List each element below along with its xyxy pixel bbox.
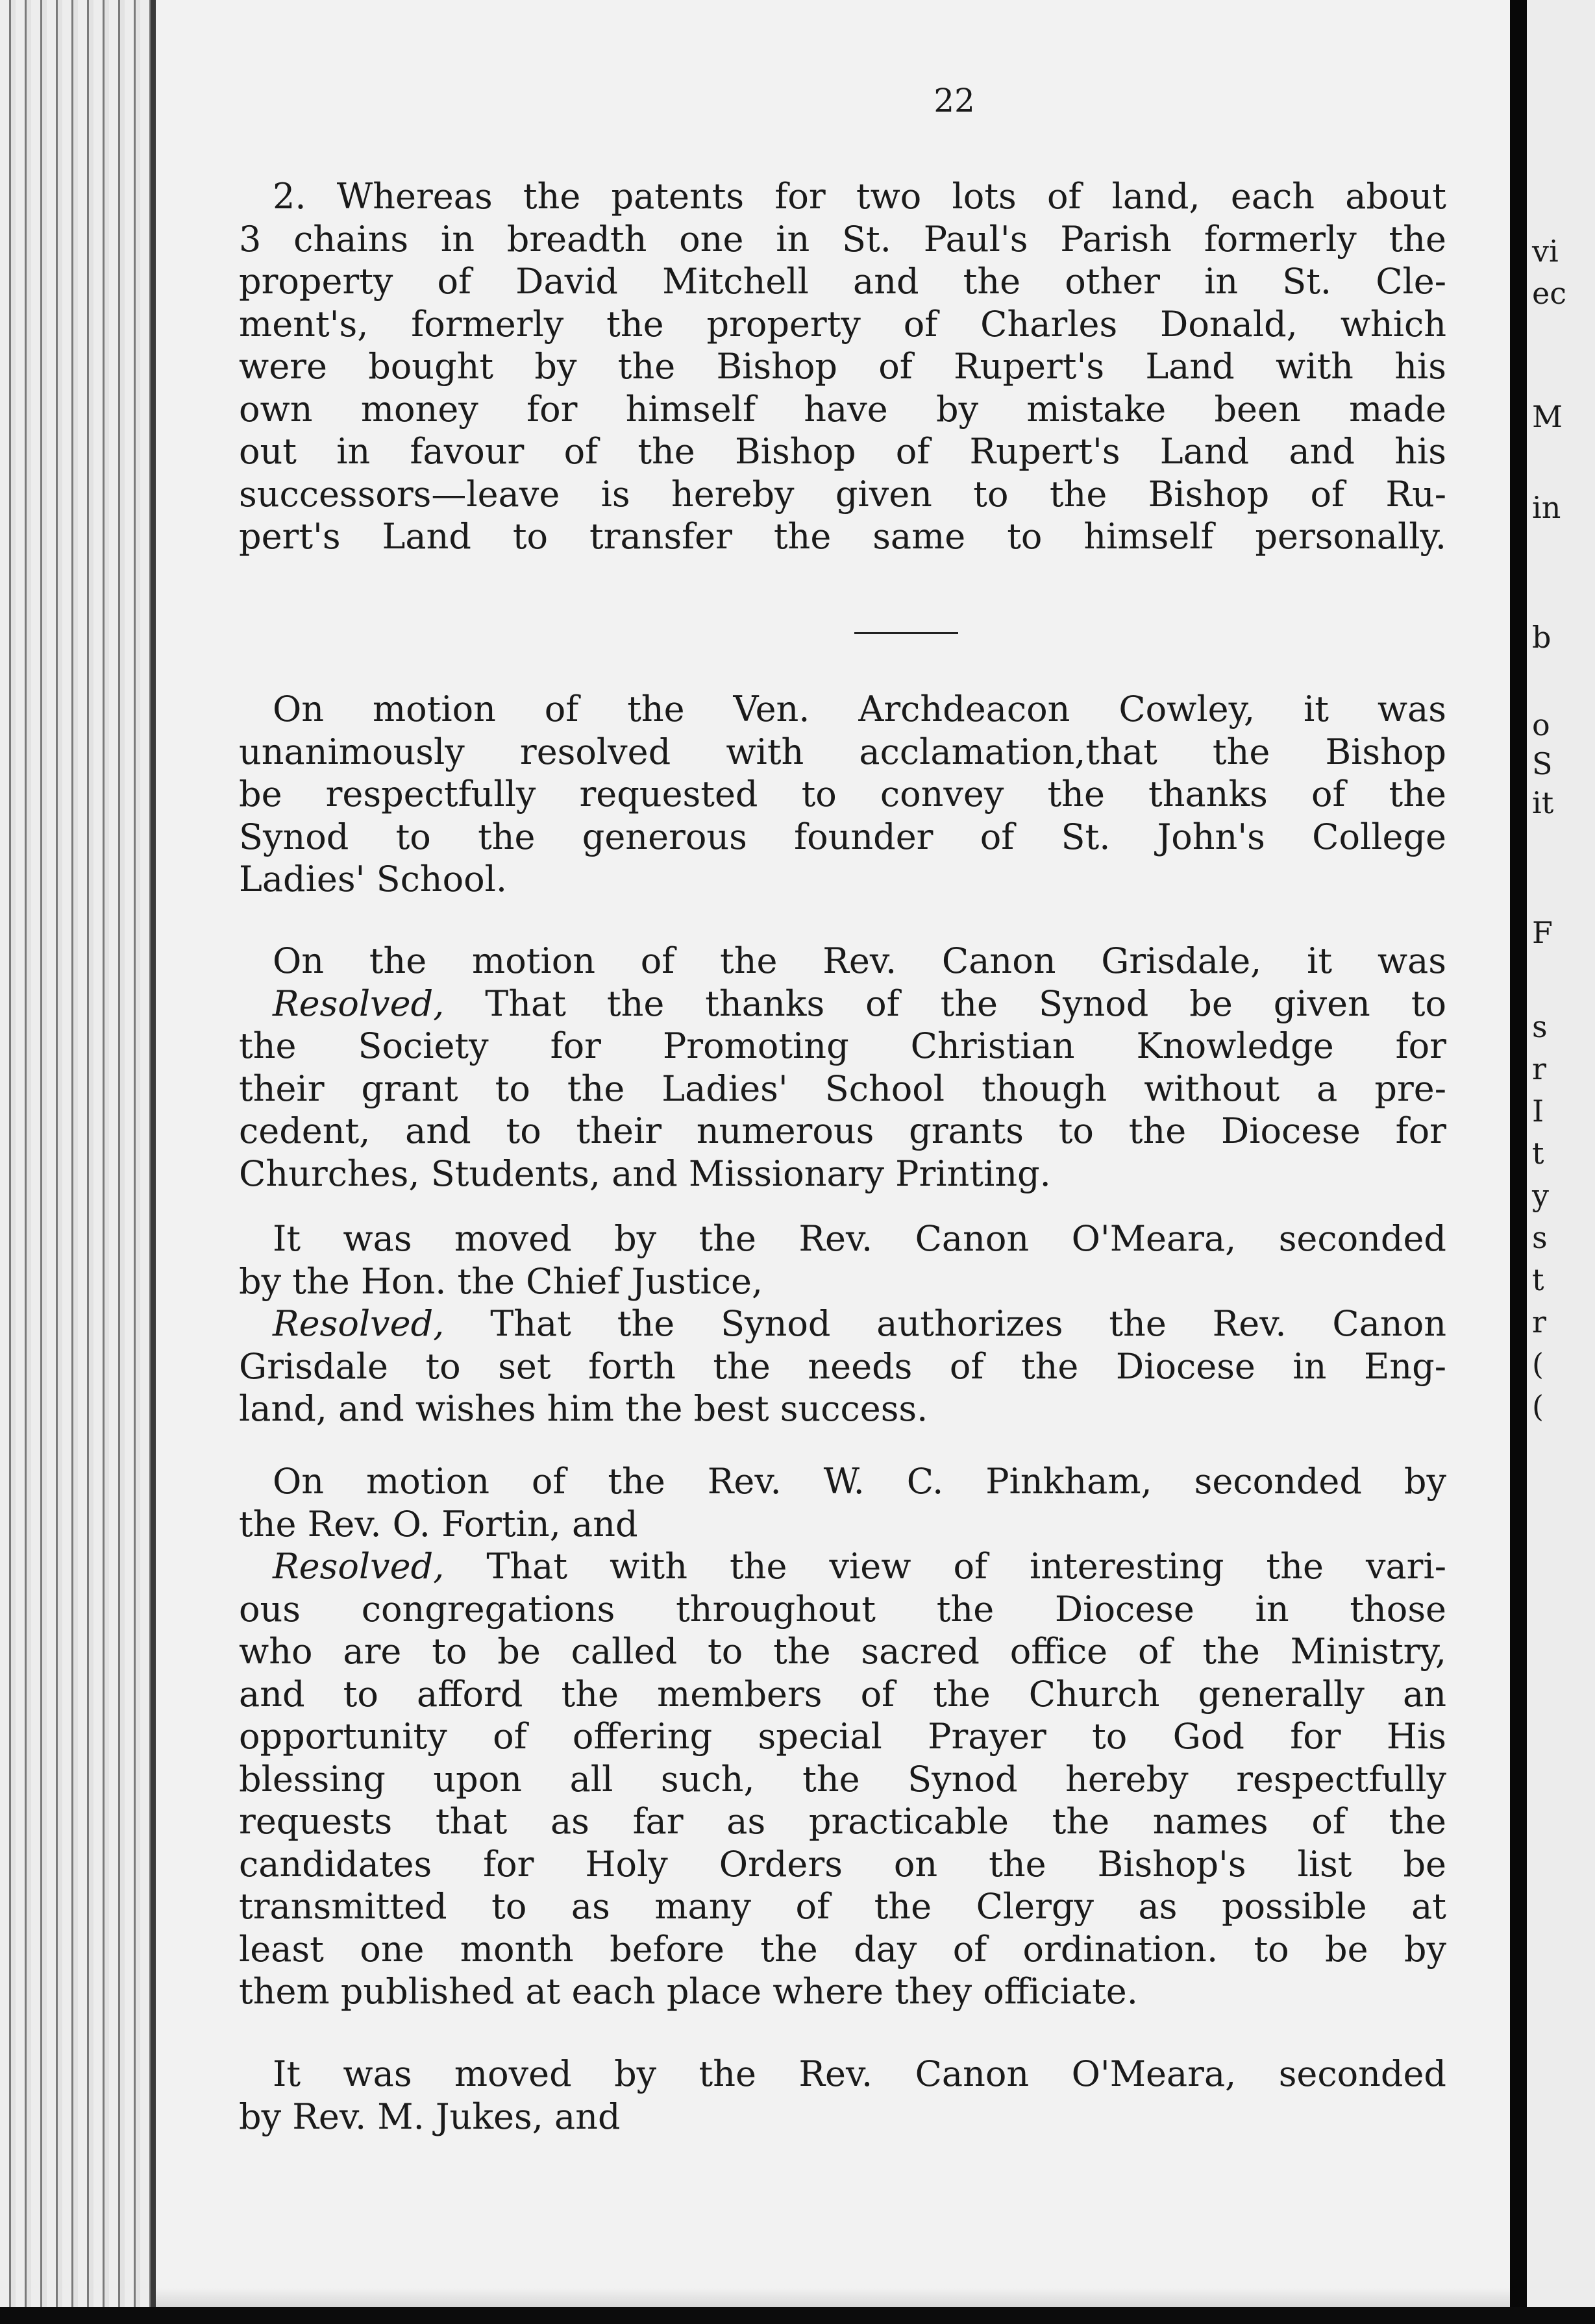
paragraph-pinkham-motion xyxy=(239,1460,1446,2013)
text-line: ous congregations throughout the Diocese in those xyxy=(239,1588,1446,1630)
resolved-line xyxy=(239,983,1446,1025)
resolved-line xyxy=(239,1545,1446,1588)
facing-page-fragment: y xyxy=(1532,1178,1549,1213)
text-line: pert's Land to transfer the same to himself personally. xyxy=(239,516,1446,557)
paragraph-cowley-motion xyxy=(239,688,1446,901)
text-line: were bought by the Bishop of Rupert's Land with his xyxy=(239,346,1446,387)
text-line: 3 chains in breadth one in St. Paul's Parish formerly the xyxy=(239,218,1446,260)
facing-page-fragment: S xyxy=(1532,746,1553,781)
text-line: land, and wishes him the best success. xyxy=(239,1388,928,1429)
facing-page-fragment: r xyxy=(1532,1304,1546,1339)
facing-page-fragment: r xyxy=(1532,1051,1546,1086)
facing-page-edge xyxy=(1527,0,1595,2324)
text-line: the Rev. O. Fortin, and xyxy=(239,1503,638,1545)
facing-page-fragment: vi xyxy=(1532,234,1559,269)
text-line: On the motion of the Rev. Canon Grisdale, it was xyxy=(273,940,1446,981)
page-number: 22 xyxy=(934,82,975,119)
facing-page-fragment: ec xyxy=(1532,276,1566,311)
resolved-label: Resolved, xyxy=(273,1303,445,1344)
text-line: It was moved by the Rev. Canon O'Meara, seconded xyxy=(273,2053,1446,2094)
text-line: blessing upon all such, the Synod hereby respectfully xyxy=(239,1758,1446,1800)
section-divider xyxy=(854,632,958,634)
text-line: property of David Mitchell and the other in St. Cle- xyxy=(239,261,1446,302)
facing-page-fragment: F xyxy=(1532,915,1553,950)
facing-page-fragment: s xyxy=(1532,1220,1548,1255)
text-line: out in favour of the Bishop of Rupert's Land and his xyxy=(239,431,1446,472)
text-fragment: That with the view of interesting the vari- xyxy=(486,1546,1446,1587)
text-line: Synod to the generous founder of St. John's College xyxy=(239,816,1446,857)
text-line: Grisdale to set forth the needs of the Diocese in Eng- xyxy=(239,1345,1446,1387)
resolved-line xyxy=(239,1303,1446,1345)
text-line: Churches, Students, and Missionary Printing. xyxy=(239,1153,1051,1194)
facing-page-fragment: it xyxy=(1532,785,1554,820)
facing-page-fragment: t xyxy=(1532,1262,1544,1297)
text-line: requests that as far as practicable the names of the xyxy=(239,1801,1446,1842)
facing-page-fragment: M xyxy=(1532,399,1563,434)
text-line: successors—leave is hereby given to the Bishop of Ru- xyxy=(239,473,1446,515)
paragraph-jukes-motion xyxy=(239,2053,1446,2138)
facing-page-fragment: s xyxy=(1532,1009,1548,1044)
text-line: and to afford the members of the Church generally an xyxy=(239,1673,1446,1715)
text-line: them published at each place where they officiate. xyxy=(239,1971,1138,2012)
text-line: the Society for Promoting Christian Knowledge for xyxy=(239,1025,1446,1066)
text-line: It was moved by the Rev. Canon O'Meara, seconded xyxy=(273,1218,1446,1259)
text-line: least one month before the day of ordination. to be by xyxy=(239,1928,1446,1970)
scan-bottom-edge xyxy=(0,2307,1595,2324)
text-line: who are to be called to the sacred office of the Ministry, xyxy=(239,1631,1446,1672)
text-line: transmitted to as many of the Clergy as possible at xyxy=(239,1886,1446,1927)
text-line: Ladies' School. xyxy=(239,859,508,899)
text-line: candidates for Holy Orders on the Bishop's list be xyxy=(239,1843,1446,1885)
text-line: unanimously resolved with acclamation,that the Bishop xyxy=(239,731,1446,772)
text-line: cedent, and to their numerous grants to the Diocese for xyxy=(239,1110,1446,1151)
text-line: be respectfully requested to convey the thanks of the xyxy=(239,774,1446,814)
text-fragment: That the Synod authorizes the Rev. Canon xyxy=(490,1303,1446,1344)
facing-page-fragment: t xyxy=(1532,1136,1544,1171)
paragraph-patents xyxy=(239,175,1446,558)
text-line: On motion of the Rev. W. C. Pinkham, seconded by xyxy=(273,1461,1446,1502)
text-line: opportunity of offering special Prayer to God for His xyxy=(239,1716,1446,1757)
text-line: by the Hon. the Chief Justice, xyxy=(239,1260,763,1302)
text-line: ment's, formerly the property of Charles Donald, which xyxy=(239,303,1446,345)
book-gutter xyxy=(1510,0,1527,2324)
paragraph-omeara-motion xyxy=(239,1217,1446,1430)
facing-page-fragment: b xyxy=(1532,620,1552,655)
text-fragment: That the thanks of the Synod be given to xyxy=(485,983,1446,1024)
text-line: their grant to the Ladies' School though without a pre- xyxy=(239,1068,1446,1109)
text-line: 2. Whereas the patents for two lots of land, each about xyxy=(273,176,1446,217)
facing-page-fragment: ( xyxy=(1532,1389,1544,1424)
text-line: On motion of the Ven. Archdeacon Cowley, it was xyxy=(273,689,1446,729)
paragraph-grisdale-motion xyxy=(239,940,1446,1195)
facing-page-fragment: o xyxy=(1532,707,1550,742)
resolved-label: Resolved, xyxy=(273,983,445,1024)
text-line: own money for himself have by mistake been made xyxy=(239,388,1446,430)
book-page-edges xyxy=(0,0,156,2324)
resolved-label: Resolved, xyxy=(273,1546,445,1587)
facing-page-fragment: I xyxy=(1532,1094,1544,1129)
facing-page-fragment: in xyxy=(1532,490,1561,525)
facing-page-fragment: ( xyxy=(1532,1347,1544,1382)
text-line: by Rev. M. Jukes, and xyxy=(239,2096,621,2137)
